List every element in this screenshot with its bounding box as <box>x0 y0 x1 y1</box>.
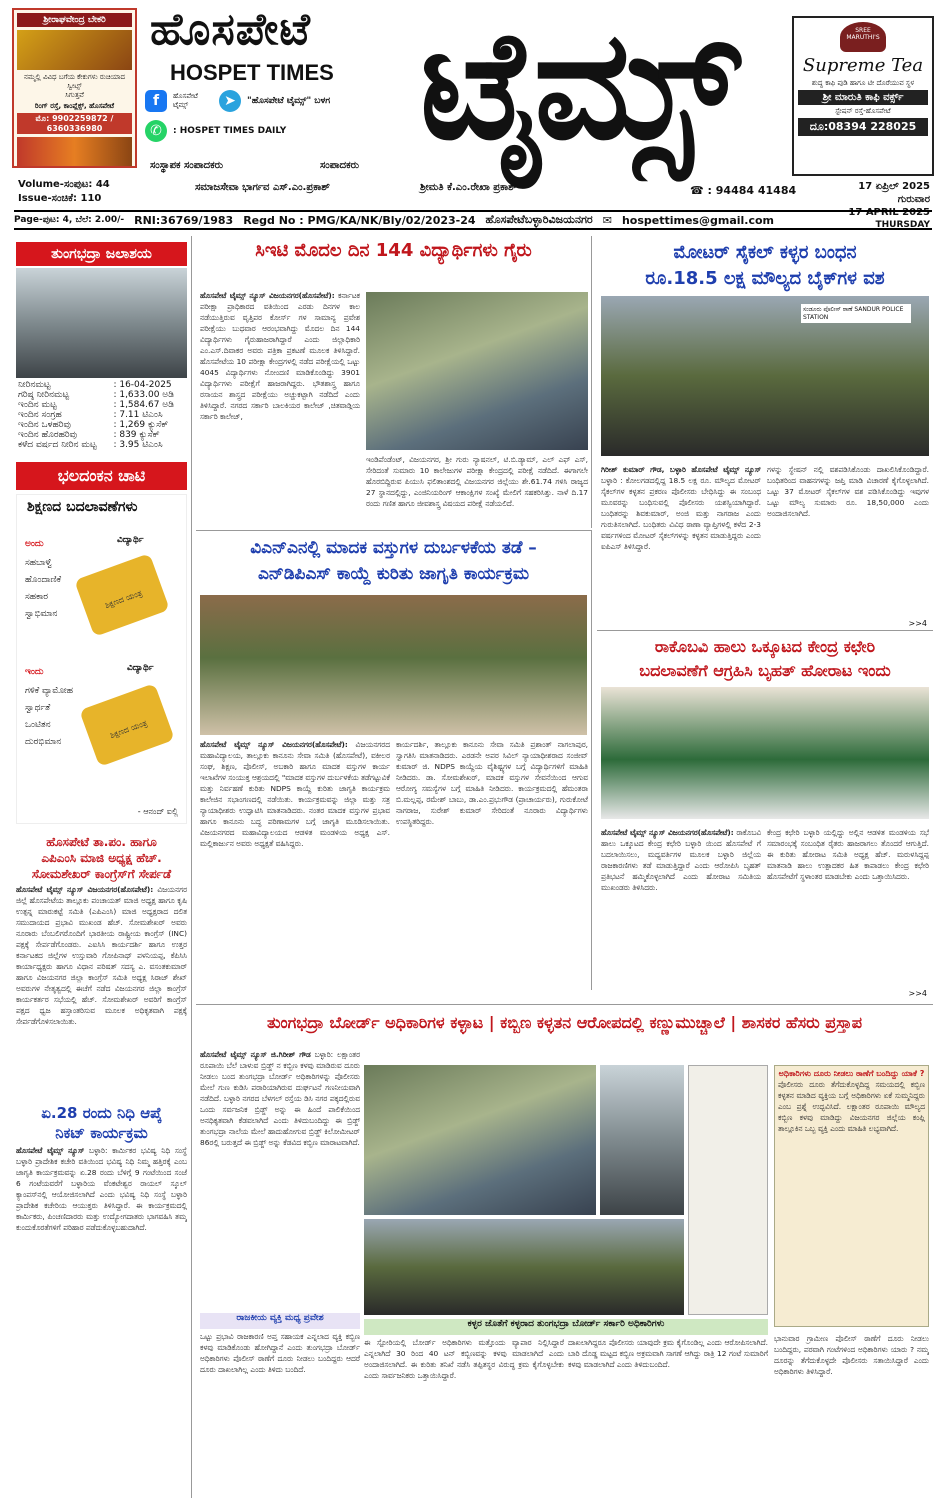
telegram-icon[interactable]: ➤ <box>219 90 241 112</box>
issue-info <box>18 178 110 206</box>
masthead-title-big: ಟೈಮ್ಸ್ <box>420 0 734 173</box>
left-story-headline-2: ಎಪಿಎಂಸಿ ಮಾಜಿ ಅಧ್ಯಕ್ಷ ಹೆಚ್. <box>41 851 162 865</box>
issue: Issue-ಸಂಚಿಕೆ: 110 <box>18 193 102 204</box>
phone-number: ☎ : 94484 41484 <box>690 184 797 197</box>
cartoon-item: ಸ್ವಾರ್ಥತೆ <box>25 703 51 713</box>
tb-body-1b: ಒಟ್ಟು ಪ್ರಭಾವಿ ರಾಜಕಾರಣಿ ಅಪ್ತ ಸಹಾಯಕ ಎನ್ನಲಾದ ವ್ಯಕ್ತಿ ಕಬ್ಬಿಣ ಕಳವು ಮಾಡಿಕೊಂಡು ಹೋಗಿದ್ದಾನೆ ಎಂದು ತುಂಗಭದ್ರಾ ಬೋರ್ಡ್ ಅಧಿಕಾರಿಗಳು ಪೊಲೀಸ್ ಠಾಣೆಗೆ ದೂರು ನೀಡಲು ಬಂದಿದ್ದರು ಆದರೆ ದೂರು ದಾಖಲಾಗಿಲ್ಲ ಎಂದು ತಿಳಿದು ಬಂದಿದೆ. <box>200 1332 360 1374</box>
kmf-headline-1: ರಾಕೊಬವಿ ಹಾಲು ಒಕ್ಕೂಟದ ಕೇಂದ್ರ ಕಛೇರಿ <box>654 637 876 656</box>
kmf-text-1: ರಾಕೊಬವಿ ಹಾಲು ಒಕ್ಕೂಟದ ಕೇಂದ್ರ ಕಛೇರಿ ಬಳ್ಳಾರಿ ಯಿಂದ ಹೊಸಪೇಟೆ ಗೆ ಬದಲಾಯಿಸಲು, ಮಧ್ಯವರ್ತಿಗಳ ಮೂಲಕ ಬಳ್ಳಾರಿ ಜಿಲ್ಲೆಯ ರಾಜಕಾರಣಿಗಳು ತಡೆ ಮಾಡುತ್ತಿದ್ದಾರೆ ಎಂದು ಆರೋಪಿಸಿ ಬೃಹತ್ ಪ್ರತಿಭಟನೆ ಹಮ್ಮಿಕೊಳ್ಳಲಾಗಿದೆ ಎಂದು ಹೋರಾಟ ಸಮಿತಿಯ ಮುಖಂಡರು ತಿಳಿಸಿದರು. <box>601 828 761 892</box>
tea-ad-body: ಶುದ್ಧ ಕಾಫಿ ಪುಡಿ ಹಾಗೂ ಟೀ ದೊರೆಯುವ ಸ್ಥಳ <box>811 79 915 87</box>
cet-body-1 <box>200 290 360 524</box>
left-story2-headline <box>12 1103 191 1143</box>
whatsapp-icon[interactable]: ✆ <box>145 120 167 142</box>
ndps-photo <box>200 595 587 735</box>
tb-side-body-2: ಭಾನುವಾರ ಗ್ರಾಮೀಣ ಪೊಲೀಸ್ ಠಾಣೆಗೆ ದೂರು ನೀಡಲು ಬಂದಿದ್ದರು, ಪರವಾಗಿ ಗಂಟೆಗಳಿಂದ ಅಧಿಕಾರಿಗಳು ಯಾರು ? ನಮ್ಮ ದೂರನ್ನು ತೆಗೆದುಕೊಳ್ಳದೇ ಪೊಲೀಸರು ಸತಾಯಿಸಿದ್ದಾರೆ ಎಂದು ಅಧಿಕಾರಿಗಳು ತಿಳಿಸಿದ್ದಾರೆ. <box>774 1334 929 1376</box>
bike-headline <box>597 236 933 292</box>
cartoon-item: ಸಹಬಾಳ್ವೆ <box>25 558 53 568</box>
cet-story <box>196 236 592 528</box>
tea-ad-name: ಶ್ರೀ ಮಾರುತಿ ಕಾಫಿ ವರ್ಕ್ಸ್ <box>798 90 928 105</box>
tb-body-1 <box>200 1049 360 1309</box>
bakery-ad-image2 <box>17 137 132 168</box>
tb-photo-3 <box>364 1219 684 1315</box>
bakery-ad-address: ರಿಂಗ್ ರಸ್ತೆ, ಕಾಂಪ್ಲೆಕ್ಸ್, ಹೊಸಪೇಟೆ <box>34 102 115 110</box>
facebook-label[interactable]: ಹೊಸಪೇಟೆ ಟೈಮ್ಸ್ <box>173 92 198 109</box>
whatsapp-label[interactable]: : HOSPET TIMES DAILY <box>173 126 287 136</box>
left-story2-headline-2: ನಿಕಟ್ ಕಾರ್ಯಕ್ರಮ <box>55 1124 148 1142</box>
bike-continued: >>4 <box>908 619 927 628</box>
ndps-headline-2: ಎನ್‌ಡಿಪಿಎಸ್ ಕಾಯ್ದೆ ಕುರಿತು ಜಾಗೃತಿ ಕಾರ್ಯಕ್ರಮ <box>257 564 530 584</box>
dam-row-value: : 839 ಕ್ಯುಸೆಕ್ <box>113 430 160 440</box>
cet-byline: ಹೊಸಪೇಟೆ ಟೈಮ್ಸ್ ನ್ಯೂಸ್ ವಿಜಯನಗರ(ಹೊಸಪೇಟೆ): <box>200 291 335 300</box>
cartoon-item: ಹೊಂದಾಣಿಕೆ <box>25 575 62 585</box>
dam-row <box>16 430 186 440</box>
telegram-label[interactable]: "ಹೊಸಪೇಟೆ ಟೈಮ್ಸ್" ಬಳಗ <box>247 96 331 106</box>
dam-row-label: ಇಂದಿನ ಹೊರಹರಿವು <box>18 430 77 440</box>
masthead-title-kn: ಹೊಸಪೇಟೆ <box>150 4 311 55</box>
cartoon-artist: - ಆನಂದ್ ಐಲ್ಲಿ <box>137 807 178 816</box>
cartoon-item: ದುರಭಿಮಾನ <box>25 737 62 747</box>
rni: RNI:36769/1983 <box>134 213 234 227</box>
tea-ad <box>792 16 934 176</box>
left-story2-headline-1: ಏ.28 ರಂದು ನಿಧಿ ಆಪ್ಕೆ <box>41 1104 162 1122</box>
bike-headline-2: ರೂ.18.5 ಲಕ್ಷ ಮೌಲ್ಯದ ಬೈಕ್‌ಗಳ ವಶ <box>645 268 885 289</box>
dam-row <box>16 380 186 390</box>
bakery-ad-image <box>17 30 132 70</box>
tb-body-4: ದಾಖಲಾಗಿದ್ದರೂ ಪೊಲೀಸರು ಯಾವುದೇ ಕ್ರಮ ಕೈಗೊಂಡಿಲ್ಲ ಎಂದು ಆರೋಪಿಸಲಾಗಿದೆ. ಬಾರಿ ದೊಡ್ಡ ಮಟ್ಟದ ಕಬ್ಬಿಣ ಅಕ್ರಮವಾಗಿ ಸಾಗಣೆ ಆಗಿದ್ದು ರಾತ್ರಿ 12 ಗಂಟೆ ಸುಮಾರಿಗೆ ಕಳವು ಮಾಡಲಾಗಿದೆ ಎಂದು ತಿಳಿದುಬಂದಿದೆ. <box>568 1338 768 1369</box>
cartoon-machine1: ಶಿಕ್ಷಣದ ಯಂತ್ರ <box>74 553 170 637</box>
kmf-body-1 <box>601 827 761 997</box>
bakery-ad-line2: ಸಿಗುತ್ತವೆ <box>65 91 84 99</box>
cet-headline: ಸಿಇಟಿ ಮೊದಲ ದಿನ 144 ವಿದ್ಯಾರ್ಥಿಗಳು ಗೈರು <box>255 240 532 261</box>
dam-row-value: : 3.95 ಟಿಎಂಸಿ <box>113 440 163 450</box>
dam-row <box>16 420 186 430</box>
tea-ad-address: ಸ್ಟೇಷನ್ ರಸ್ತೆ-ಹೊಸಪೇಟೆ <box>835 107 891 115</box>
tb-sidebox <box>774 1065 929 1327</box>
cartoon-heading: ಭಲದಂಕನ ಚಾಟಿ <box>16 462 187 490</box>
regd: Regd No : PMG/KA/NK/Bly/02/2023-24 <box>243 213 476 227</box>
dam-heading: ತುಂಗಭದ್ರಾ ಜಲಾಶಯ <box>16 242 187 266</box>
day-kn: ಗುರುವಾರ <box>897 194 930 205</box>
editor-name: ಶ್ರೀಮತಿ ಕೆ.ಎಂ.ರೇಖಾ ಪ್ರಕಾಶ್ <box>420 182 517 193</box>
ndps-body-1 <box>200 739 390 989</box>
left-story2-byline: ಹೊಸಪೇಟೆ ಟೈಮ್ಸ್ ನ್ಯೂಸ್ <box>16 1146 85 1155</box>
cartoon-item: ಒಂಟಿತನ <box>25 720 51 730</box>
bike-body-1 <box>601 464 761 628</box>
bike-text-1: ಬಳ್ಳಾರಿ : ಕೋಲಗಡದಲ್ಲಿದ್ದ 18.5 ಲಕ್ಷ ರೂ. ಮೌಲ್ಯದ ಮೋಟರ್ ಸೈಕಲ್‌ಗಳ ಕಳ್ಳತನ ಪ್ರಕರಣ ಪೊಲೀಸರು ಬೇಧಿಸಿದ್ದು ಈ ಸಂಬಂಧ ಮೂವರನ್ನು ಬಂಧಿಸುವಲ್ಲಿ ಪೊಲೀಸರು ಯಶಸ್ವಿಯಾಗಿದ್ದಾರೆ. ಬಂಧಿತರನ್ನು ಶಿವಕುಮಾರ್, ಅಂಜಿ ಮತ್ತು ನಾಗರಾಜ ಎಂದು ಗುರುತಿಸಲಾಗಿದೆ. ಬಂಧಿತರು ವಿವಿಧ ಠಾಣಾ ವ್ಯಾಪ್ತಿಗಳಲ್ಲಿ ಕಳೆದ 2-3 ವರ್ಷಗಳಿಂದ ಮೋಟರ್ ಸೈಕಲ್‌ಗಳನ್ನು ಕಳ್ಳತನ ಮಾಡುತ್ತಿದ್ದರು ಎಂದು ಐಪಿಎಸ್ ತಿಳಿಸಿದ್ದಾರೆ. <box>601 476 761 551</box>
dam-row-label: ಕಳೆದ ವರ್ಷದ ನೀರಿನ ಮಟ್ಟ <box>18 440 97 450</box>
ndps-headline-1: ವಿಎನ್ಎನಲ್ಲಿ ಮಾದಕ ವಸ್ತುಗಳ ದುರ್ಬಳಕೆಯ ತಡೆ – <box>250 538 537 558</box>
dam-row-value: : 7.11 ಟಿಎಂಸಿ <box>113 410 163 420</box>
dam-row <box>16 400 186 410</box>
tb-headline: ತುಂಗಭದ್ರಾ ಬೋರ್ಡ್ ಅಧಿಕಾರಿಗಳ ಕಳ್ಳಾಟ | ಕಬ್ಬಿಣ ಕಳ್ಳತನ ಆರೋಪದಲ್ಲಿ ಕಣ್ಣುಮುಚ್ಚಾಲೆ | ಶಾಸಕರ ಹೆಸರು ಪ್ರಸ್ತಾಪ <box>266 1013 862 1032</box>
tb-strip-caption: ಕಳ್ಳರ ಜೊತೆಗೆ ಕಳ್ಳರಾದ ತುಂಗಭದ್ರಾ ಬೋರ್ಡ್ ಸರ್ಕಾರಿ ಅಧಿಕಾರಿಗಳು <box>364 1319 768 1335</box>
founder-name: ಸಮಾಜಸೇವಾ ಭಾರ್ಗವ ಎಸ್.ಎಂ.ಪ್ರಕಾಶ್ <box>195 182 330 193</box>
bakery-ad <box>12 8 137 168</box>
tb-text-1: ಬಳ್ಳಾರಿ: ಲಕ್ಷಾಂತರ ರೂಪಾಯಿ ಬೆಲೆ ಬಾಳುವ ಬ್ರಿಡ್ಜ್ ನ ಕಬ್ಬಿಣ ಕಳವು ಮಾಡಿರುವ ದೂರು ನೀಡಲು ಬಂದ ತುಂಗಭದ್ರಾ ಬೋರ್ಡ್ ಅಧಿಕಾರಿಗಳನ್ನು ಪೊಲೀಸರು ಮೇಲೆ ಗುಣ ಕುಡಿಸಿ ಪರಾರಿಯಾಗಿರುವ ದುರ್ಘಟನೆ ಗಣನೀಯವಾಗಿ ನಡೆದಿದೆ. ಬಳ್ಳಾರಿ ನಗರದ ಬೆಳಗಲ್ ರಸ್ತೆಯ ಡಿಸಿ ನಗರ ಪಕ್ಕದಲ್ಲಿರುವ ಒಂದು ಸರ್ವಜನಿಕ ಬ್ರಿಡ್ಜ್ ಅನ್ನು ಈ ಹಿಂದೆ ಪಾಲಿಕೆಯಿಂದ ಅನಧಿಕೃತವಾಗಿ ಕೆಡವಲಾಗಿದೆ ಎಂದು ತಿಳಿದುಬಂದಿದ್ದು ಈ ಬ್ರಿಡ್ಜ್ ತುಂಗಭದ್ರಾ ನಾಲೆಯ ಮೇಲೆ ಹಾದುಹೋಗುವ ಬ್ರಿಡ್ಜ್ ಕಿಲೋಮೀಟರ್ 86ರಲ್ಲಿ ಬರುತ್ತದೆ ಈ ಬ್ರಿಡ್ಜ್ ಅನ್ನು ಕೆಡವಿದ ಕಬ್ಬಿಣ ಮಾರಾಟವಾಗಿದೆ. <box>200 1050 360 1147</box>
left-story-headline <box>12 834 191 882</box>
dam-row <box>16 390 186 400</box>
bike-story <box>597 236 933 628</box>
place: ಹೊಸಪೇಟೆಬಳ್ಳಾರಿವಿಜಯನಗರ <box>485 213 593 226</box>
kmf-headline <box>597 631 933 683</box>
cartoon-student2: ವಿದ್ಯಾರ್ಥಿ <box>127 663 154 673</box>
dam-row-value: : 1,269 ಕ್ಯುಸೆಕ್ <box>113 420 169 430</box>
tb-side-heading: ಅಧಿಕಾರಿಗಳು ದೂರು ನೀಡಲು ಠಾಣೆಗೆ ಬಂದಿದ್ದು ಯಾಕೆ ? <box>778 1069 925 1078</box>
kmf-body-2: ಕೇಂದ್ರ ಕಛೇರಿ ಬಳ್ಳಾರಿ ಯಲ್ಲಿದ್ದು ಅಲ್ಲಿನ ಆಡಳಿತ ಮಂಡಳಿಯ ಸಭೆ ಸಮಾರಂಭಕ್ಕೆ ಸಂಬಂಧಿತ ರೈತರು ಹಾಜರಾಗಲು ತೊಂದರೆ ಆಗುತ್ತಿದೆ. ಈ ಕುರಿತು ಹೋರಾಟ ಸಮಿತಿ ಅಧ್ಯಕ್ಷ ಹೆಚ್. ಮರುಳಸಿದ್ದಪ್ಪ ಮಾತನಾಡಿ ಹಾಲು ಉತ್ಪಾದಕರ ಹಿತ ಕಾಪಾಡಲು ಕೇಂದ್ರ ಕಛೇರಿ ಹೊಸಪೇಟೆಗೆ ಸ್ಥಳಾಂತರ ಮಾಡಬೇಕು ಎಂದು ಒತ್ತಾಯಿಸಿದರು. <box>767 828 929 881</box>
cet-photo <box>366 292 588 450</box>
left-column <box>12 236 192 1498</box>
ndps-text-1: ವಿಜಯನಗರದ ಮಹಾವಿದ್ಯಾಲಯ, ತಾಲ್ಲೂಕು ಕಾನೂನು ಸೇವಾ ಸಮಿತಿ (ಹೊಸಪೇಟೆ), ವಕೀಲರ ಸಂಘ, ಶಿಕ್ಷಣ, ಪೊಲೀಸ್, ಅಬಕಾರಿ ಹಾಗೂ ಮಾದಕ ವಸ್ತುಗಳ ಕಾರ್ಯ ಇಲಾಖೆಗಳ ಸಂಯುಕ್ತ ಆಶ್ರಯದಲ್ಲಿ "ಮಾದಕ ವಸ್ತುಗಳ ದುರ್ಬಳಕೆಯ ತಡೆಗಟ್ಟುವಿಕೆ ಮತ್ತು ನಿರ್ವಹಣೆ ಕುರಿತು NDPS ಕಾಯ್ದೆ ಕುರಿತು ಜಾಗೃತಿ ಕಾರ್ಯಕ್ರಮ ಕಾಲೇಜಿನ ಸಭಾಂಗಣದಲ್ಲಿ ನಡೆಯಿತು. ಕಾರ್ಯಕ್ರಮವನ್ನು ಜಿಲ್ಲಾ ಮತ್ತು ಸತ್ರ ನ್ಯಾಯಾಧೀಶರು ಉದ್ಘಾಟಿಸಿ ಮಾತನಾಡಿದರು. ನಂತರ ಮಾದಕ ವಸ್ತುಗಳ ಪ್ರಭಾವ ಹಾಗೂ ಕಾನೂನು ಬದ್ಧ ಪರಿಣಾಮಗಳ ಬಗ್ಗೆ ಜಾಗೃತಿ ಮೂಡಿಸಲಾಯಿತು. ವಿಜಯನಗರದ ಮಹಾವಿದ್ಯಾಲಯದ ಆಡಳಿತ ಮಂಡಳಿಯ ಅಧ್ಯಕ್ಷ ಎಸ್. ಮಲ್ಲಿಕಾರ್ಜುನ ಅವರು ಅಧ್ಯಕ್ಷತೆ ವಹಿಸಿದ್ದರು. <box>200 740 390 848</box>
day-en: THURSDAY <box>875 220 930 230</box>
left-story2-body <box>16 1145 187 1377</box>
tb-side-body: ಪೊಲೀಸರು ದೂರು ತೆಗೆದುಕೊಳ್ಳದಿದ್ದ ಸಮಯದಲ್ಲಿ ಕಬ್ಬಿಣ ಕಳ್ಳತನ ಮಾಡಿದ ವ್ಯಕ್ತಿಯ ಬಗ್ಗೆ ಅಧಿಕಾರಿಗಳು ಏಕೆ ಸುಮ್ಮನಿದ್ದರು ಎಂಬ ಪ್ರಶ್ನೆ ಉದ್ಭವಿಸಿದೆ. ಲಕ್ಷಾಂತರ ರೂಪಾಯಿ ಮೌಲ್ಯದ ಕಬ್ಬಿಣ ಕಳವು ಮಾಡಿದ್ದು ವಿಜಯನಗರ ಜಿಲ್ಲೆಯ ಕಂಪ್ಲಿ ತಾಲ್ಲೂಕಿನ ಒಬ್ಬ ವ್ಯಕ್ತಿ ಎಂದು ಮಾಹಿತಿ ಲಭ್ಯವಾಗಿದೆ. <box>778 1080 925 1133</box>
dam-row-value: : 1,584.67 ಅಡಿ <box>113 400 174 410</box>
bike-headline-1: ಮೋಟರ್ ಸೈಕಲ್ ಕಳ್ಳರ ಬಂಧನ <box>673 242 857 263</box>
kmf-photo <box>601 687 929 819</box>
cartoon-now-items <box>25 683 73 751</box>
ndps-body-2: ಕಾರ್ಯದರ್ಶಿ, ತಾಲ್ಲೂಕು ಕಾನೂನು ಸೇವಾ ಸಮಿತಿ ಪ್ರಶಾಂತ್ ನಾಗಲಾಪುರ, ಸ್ವಾಗತಿಸಿ ಮಾತನಾಡಿದರು. ಎರಡನೇ ಅಪರ ಸಿವಿಲ್ ನ್ಯಾಯಾಧೀಶರಾದ ಸಂಜೀವ್ ಕುಮಾರ್ ಜಿ. NDPS ಕಾಯ್ದೆಯ ವೈಶಿಷ್ಟ್ಯಗಳ ಬಗ್ಗೆ ವಿದ್ಯಾರ್ಥಿಗಳಿಗೆ ಮಾಹಿತಿ ನೀಡಿದರು. ಡಾ. ಸೋಮಶೇಖರ್, ಮಾದಕ ವಸ್ತುಗಳ ಸೇವನೆಯಿಂದ ಆಗುವ ಆರೋಗ್ಯ ಸಮಸ್ಯೆಗಳ ಬಗ್ಗೆ ಮಾಹಿತಿ ನೀಡಿದರು. ಕಾರ್ಯಕ್ರಮದಲ್ಲಿ ಹೆಮಂತರಾ ಬಿ.ಮಲ್ಲಪ್ಪ, ರಮೇಶ್ ಬಾಬು, ಡಾ.ಎಂ.ಪ್ರಭುಗೌಡ (ಪ್ರಾಚಾರ್ಯರು), ಗುರುಕೋಟೆ ನಾಗರಾಜ, ಸುರೇಶ್ ಕುಮಾರ್ ಸೇರಿದಂತೆ ನೂರಾರು ವಿದ್ಯಾರ್ಥಿಗಳು ಉಪಸ್ಥಿತರಿದ್ದರು. <box>396 740 588 826</box>
bakery-ad-line1: ನಮ್ಮಲ್ಲಿ ವಿವಿಧ ಬಗೆಯ ಕೇಕುಗಳು ರುಚಿಯಾದ ಸ್ವೀಟ್ಸ್ <box>23 73 126 90</box>
dam-table <box>16 380 186 450</box>
left-story-byline: ಹೊಸಪೇಟೆ ಟೈಮ್ಸ್ ನ್ಯೂಸ್ ವಿಜಯನಗರ(ಹೊಸಪೇಟೆ): <box>16 885 154 894</box>
dam-row-value: : 1,633.00 ಅಡಿ <box>113 390 174 400</box>
dam-row-label: ಗರಿಷ್ಠ ನೀರಿನಮಟ್ಟ <box>18 390 70 400</box>
cartoon-student1: ವಿದ್ಯಾರ್ಥಿ <box>117 535 144 545</box>
tb-body-3: ಈ ಸ್ಟೋರಿಯಲ್ಲಿ ಬೋರ್ಡ್ ಅಧಿಕಾರಿಗಳು ಮತ್ತೊಂದು ವ್ಯಾಪಾರ ನಿಲ್ಲಿಸಿದ್ದಾರೆ ಎನ್ನಲಾಗಿದೆ 30 ರಿಂದ 40 ಟನ್ ಕಬ್ಬಿಣವನ್ನು ಕಳವು ಮಾಡಲಾಗಿದೆ ಎಂದು ಅಂದಾಜಿಸಲಾಗಿದೆ. ಈ ಕುರಿತು ತನಿಖೆ ನಡೆಸಿ ತಪ್ಪಿತಸ್ಥರ ವಿರುದ್ಧ ಕ್ರಮ ಕೈಗೊಳ್ಳಬೇಕು ಎಂದು ಸಾರ್ವಜನಿಕರು ಒತ್ತಾಯಿಸಿದ್ದಾರೆ. <box>364 1338 564 1380</box>
dam-row-value: : 16-04-2025 <box>113 380 172 390</box>
tb-story <box>196 1004 933 1498</box>
volume: Volume-ಸಂಪುಟ: 44 <box>18 179 110 190</box>
bike-byline: ಗಿರೀಶ್ ಕುಮಾರ್ ಗೌಡ, ಬಳ್ಳಾರಿ ಹೊಸಪೇಟೆ ಟೈಮ್ಸ್ ನ್ಯೂಸ್ <box>601 465 761 474</box>
cartoon-then-items <box>25 555 61 623</box>
left-story-text: ವಿಜಯನಗರ ಜಿಲ್ಲೆ ಹೊಸಪೇಟೆಯ ತಾಲ್ಲೂಕು ಪಂಚಾಯತ್ ಮಾಜಿ ಅಧ್ಯಕ್ಷ ಹಾಗೂ ಕೃಷಿ ಉತ್ಪನ್ನ ಮಾರುಕಟ್ಟೆ ಸಮಿತಿ (ಎಪಿಎಂಸಿ) ಮಾಜಿ ಅಧ್ಯಕ್ಷರಾದ ದಲಿತ ಸಮುದಾಯದ ಪ್ರಭಾವಿ ಮುಖಂಡ ಹೆಚ್. ಸೋಮಶೇಖರ್ ಅವರು ನೂರಾರು ಬೆಂಬಲಿಗರೊಂದಿಗೆ ಭಾರತೀಯ ರಾಷ್ಟ್ರೀಯ ಕಾಂಗ್ರೆಸ್ (INC) ಪಕ್ಷಕ್ಕೆ ಸೇರ್ಪಡೆಗೊಂಡರು. ಎಐಸಿಸಿ ಕಾರ್ಯದರ್ಶಿ ಹಾಗೂ ಉತ್ತರ ಕರ್ನಾಟಕದ ಜಿಲ್ಲೆಗಳ ಉಸ್ತುವಾರಿ ಗೋಪಿನಾಥ್ ಪಳನಿಯಪ್ಪ, ಕೆಪಿಸಿಸಿ ಕಾರ್ಯಾಧ್ಯಕ್ಷರು ಹಾಗೂ ವಿಧಾನ ಪರಿಷತ್ ಸದಸ್ಯ ಎ. ವಸಂತಕುಮಾರ್ ಹಾಗೂ ವಿಜಯನಗರ ಜಿಲ್ಲಾ ಕಾಂಗ್ರೆಸ್ ಸಮಿತಿ ಅಧ್ಯಕ್ಷ ಸಿರಾಜ್ ಶೇಖ್ ಅವರುಗಳ ನೇತೃತ್ವದಲ್ಲಿ ಈಚೆಗೆ ನಡೆದ ವಿಜಯನಗರ ಜಿಲ್ಲಾ ಕಾಂಗ್ರೆಸ್ ಕಾರ್ಯಕರ್ತರ ಸಭೆಯಲ್ಲಿ ಹೆಚ್. ಸೋಮಶೇಖರ್ ಅವರಿಗೆ ಕಾಂಗ್ರೆಸ್ ಪಕ್ಷದ ಧ್ವಜ ಹಸ್ತಾಂತರಿಸುವ ಮೂಲಕ ಅಧಿಕೃತವಾಗಿ ಪಕ್ಷಕ್ಕೆ ಸೇರ್ಪಡೆಗೊಳಿಸಲಾಯಿತು. <box>16 885 187 1026</box>
left-story2-text: ಬಳ್ಳಾರಿ: ಕಾರ್ಮಿಕರ ಭವಿಷ್ಯ ನಿಧಿ ಸಂಸ್ಥೆ ಬಳ್ಳಾರಿ ಪ್ರಾದೇಶಿಕ ಕಚೇರಿ ವತಿಯಿಂದ ಭವಿಷ್ಯ ನಿಧಿ ನಿಮ್ಮ ಹತ್ತಿರಕ್ಕೆ ಎಂಬ ಜಾಗೃತಿ ಕಾರ್ಯಕ್ರಮವನ್ನು ಏ.28 ರಂದು ಬೆಳಿಗ್ಗೆ 9 ಗಂಟೆಯಿಂದ ಸಂಜೆ 6 ಗಂಟೆಯವರೆಗೆ ಬಳ್ಳಾರಿಯ ವೆಂಕಟೇಶ್ವರ ರಾಯಲ್ ಸ್ಕೂಲ್ ಕ್ಯಾಂಪಸ್‌ನಲ್ಲಿ ಆಯೋಜಿಸಲಾಗಿದೆ ಎಂದು ಭವಿಷ್ಯ ನಿಧಿ ಸಂಸ್ಥೆ ಬಳ್ಳಾರಿ ಪ್ರಾದೇಶಿಕ ಕಚೇರಿಯ ಆಯುಕ್ತರು ತಿಳಿಸಿದ್ದಾರೆ. ಈ ಕಾರ್ಯಕ್ರಮದಲ್ಲಿ ಕಾರ್ಮಿಕರು, ಪಿಂಚಣಿದಾರರು ಮತ್ತು ಉದ್ಯೋಗದಾತರು ಭಾಗವಹಿಸಿ ತಮ್ಮ ಕುಂದುಕೊರತೆಗಳಿಗೆ ಪರಿಹಾರ ಪಡೆದುಕೊಳ್ಳಬಹುದಾಗಿದೆ. <box>16 1146 187 1232</box>
ndps-headline <box>196 531 591 587</box>
pages-price: Page-ಪುಟ: 4, ಬೆಲೆ: 2.00/- <box>14 215 125 225</box>
dam-row-label: ನೀರಿನಮಟ್ಟ <box>18 380 51 390</box>
email-icon: ✉ <box>602 213 612 227</box>
left-story-headline-1: ಹೊಸಪೇಟೆ ತಾ.ಪಂ. ಹಾಗೂ <box>46 835 157 849</box>
ndps-story <box>196 530 592 990</box>
bike-body-2: ಗಳನ್ನು ಸ್ಥೇಷನ್ ನಲ್ಲಿ ವಶಪಡಿಸಿಕೊಂಡು ದಾಖಲಿಸಿಕೊಂಡಿದ್ದಾರೆ. ಬಂಧಿತರಿಂದ ವಾಹನಗಳನ್ನು ಜಪ್ತಿ ಮಾಡಿ ವಿಚಾರಣೆ ಕೈಗೊಳ್ಳಲಾಗಿದೆ. ಒಟ್ಟು 37 ಮೋಟರ್ ಸೈಕಲ್‌ಗಳ ವಶ ಪಡಿಸಿಕೊಂಡಿದ್ದು ಇವುಗಳ ಒಟ್ಟು ಮೌಲ್ಯ ಸುಮಾರು ರೂ. 18,50,000 ಎಂದು ಅಂದಾಜಿಸಲಾಗಿದೆ. <box>767 465 929 518</box>
dam-row <box>16 440 186 450</box>
cartoon-panel <box>16 494 187 824</box>
cet-body-2: ಇಂಡಿಪೆಂಡೆಂಟ್, ವಿಜಯನಗರ, ಶ್ರೀ ಗುರು ನ್ಯಾಷನಲ್, ಟಿ.ಬಿ.ಡ್ಯಾಮ್, ಎಲ್ ಎಫ್ ಎಸ್, ಸೇರಿದಂತೆ ಸುಮಾರು 10 ಕಾಲೇಜುಗಳ ಪರೀಕ್ಷಾ ಕೇಂದ್ರದಲ್ಲಿ ಪರೀಕ್ಷೆ ನಡೆದಿದೆ. ಈಗಾಗಲೇ ಹೊರಬಿದ್ದಿರುವ ಪಿಯುಸಿ ಫಲಿತಾಂಶದಲ್ಲಿ ವಿಜಯನಗರ ಜಿಲ್ಲೆಯು ಶೇ.61.74 ಗಳಿಸಿ ರಾಜ್ಯದ 27 ಸ್ಥಾನದಲ್ಲಿದ್ದು, ಎಂಜಿನಿಯರಿಂಗ್ ಆಕಾಂಕ್ಷಿಗಳ ಸಂಖ್ಯೆ ಮೇಲಿಗೆ ಸಹಕರಿಸಿತ್ತು. ನಾಳೆ ದಿ.17 ರಂದು ಗಣಿತ ಹಾಗೂ ಜೀವಶಾಸ್ತ್ರ ವಿಷಯದ ಪರೀಕ್ಷೆ ನಡೆಯಲಿದೆ. <box>366 455 588 508</box>
tea-ad-brand: Supreme Tea <box>802 55 924 76</box>
social-links <box>145 90 330 150</box>
tea-ad-top: SREE MARUTHI'S <box>840 22 886 52</box>
cartoon-title: ಶಿಕ್ಷಣದ ಬದಲಾವಣೆಗಳು <box>27 499 138 515</box>
date-kn: 17 ಏಪ್ರಿಲ್ 2025 <box>858 181 930 192</box>
masthead-title-en: HOSPET TIMES <box>170 60 334 85</box>
bakery-ad-heading: ಶ್ರೀರಾಘವೇಂದ್ರ ಬೇಕರಿ <box>17 13 132 27</box>
left-story-body <box>16 884 187 1099</box>
tb-byline: ಹೊಸಪೇಟೆ ಟೈಮ್ಸ್ ನ್ಯೂಸ್ ಜಿ.ಗಿರೀಶ್ ಗೌಡ <box>200 1050 311 1059</box>
tb-subhead: ರಾಜಕೀಯ ವ್ಯಕ್ತಿ ಮಧ್ಯ ಪ್ರವೇಶ <box>200 1313 360 1329</box>
bakery-ad-phone: ಮೊ: 9902259872 / 6360336980 <box>17 113 132 134</box>
kmf-continued: >>4 <box>908 989 927 998</box>
dam-photo <box>16 268 187 378</box>
editor-label: ಸಂಪಾದಕರು <box>320 160 360 171</box>
dam-row-label: ಇಂದಿನ ಮಟ್ಟ <box>18 400 57 410</box>
kmf-headline-2: ಬದಲಾವಣೆಗೆ ಆಗ್ರಹಿಸಿ ಬೃಹತ್ ಹೋರಾಟ ಇಂದು <box>639 661 891 680</box>
facebook-icon[interactable]: f <box>145 90 167 112</box>
cartoon-now-label: ಇಂದು <box>25 667 44 677</box>
cartoon-machine2: ಶಿಕ್ಷಣದ ಯಂತ್ರ <box>79 683 175 767</box>
email[interactable]: hospettimes@gmail.com <box>621 213 774 227</box>
registration-bar <box>14 210 932 230</box>
dam-row <box>16 410 186 420</box>
left-story-headline-3: ಸೋಮಶೇಖರ್ ಕಾಂಗ್ರೆಸ್‌ಗೆ ಸೇರ್ಪಡೆ <box>31 867 172 881</box>
bike-photo <box>601 296 929 456</box>
tb-document-image <box>688 1065 768 1315</box>
founder-label: ಸಂಸ್ಥಾಪಕ ಸಂಪಾದಕರು <box>150 160 224 171</box>
kmf-story <box>597 630 933 1002</box>
kmf-byline: ಹೊಸಪೇಟೆ ಟೈಮ್ಸ್ ನ್ಯೂಸ್ ವಿಜಯನಗರ(ಹೊಸಪೇಟೆ): <box>601 828 734 837</box>
date-en: 17 APRIL 2025 <box>848 207 930 218</box>
tb-photo-2 <box>600 1065 684 1215</box>
cet-text-1: ಕರ್ನಾಟಕ ಪರೀಕ್ಷಾ ಪ್ರಾಧಿಕಾರದ ವತಿಯಿಂದ ಎರಡು ದಿನಗಳ ಕಾಲ ನಡೆಯುತ್ತಿರುವ ವೃತ್ತಿಪರ ಕೋರ್ಸ್ ಗಳ ಸಾಮಾನ್ಯ ಪ್ರವೇಶ ಪರೀಕ್ಷೆಯು ಬುಧವಾರ ಆರಂಭವಾಗಿದ್ದು ಮೊದಲ ದಿನ 144 ವಿದ್ಯಾರ್ಥಿಗಳು ಗೈರುಹಾಜರಾಗಿದ್ದಾರೆ ಎಂದು ಜಿಲ್ಲಾಧಿಕಾರಿ ಎಂ.ಎಸ್.ದಿವಾಕರ ಅವರು ಪತ್ರಿಕಾ ಪ್ರಕಟಣೆ ಮೂಲಕ ತಿಳಿಸಿದ್ದಾರೆ. ಹೊಸಪೇಟೆಯ 10 ಪರೀಕ್ಷಾ ಕೇಂದ್ರಗಳಲ್ಲಿ ನಡೆದ ಪರೀಕ್ಷೆಯಲ್ಲಿ ಒಟ್ಟು 4045 ವಿದ್ಯಾರ್ಥಿಗಳು ನೋಂದಣಿ ಮಾಡಿಕೊಂಡಿದ್ದು 3901 ವಿದ್ಯಾರ್ಥಿಗಳು ಪರೀಕ್ಷೆಗೆ ಹಾಜರಾಗಿದ್ದರು. ಭೌತಶಾಸ್ತ್ರ ಹಾಗೂ ರಸಾಯನ ಶಾಸ್ತ್ರದ ಪರೀಕ್ಷೆಯು ಅಚ್ಚುಕಟ್ಟಾಗಿ ನಡೆದಿದೆ ಎಂದು ತಿಳಿಸಿದ್ದಾರೆ. ನಗರದ ಸರ್ಕಾರಿ ಬಾಲಕಿಯರ ಕಾಲೇಜ್ ,ಚಿತವಾಡ್ಗಿಯ ಸರ್ಕಾರಿ ಕಾಲೇಜ್, <box>200 291 360 421</box>
cartoon-item: ಗಳಿಕೆ ವ್ಯಾಮೋಹ <box>25 686 73 696</box>
cartoon-then-label: ಅಂದು <box>25 539 44 549</box>
police-station-sign: ಸಂಡೂರು ಪೊಲೀಸ್ ಠಾಣೆ SANDUR POLICE STATION <box>801 304 911 323</box>
ndps-byline: ಹೊಸಪೇಟೆ ಟೈಮ್ಸ್ ನ್ಯೂಸ್ ವಿಜಯನಗರ(ಹೊಸಪೇಟೆ): <box>200 740 348 749</box>
dam-row-label: ಇಂದಿನ ಸಂಗ್ರಹ <box>18 410 62 420</box>
dam-row-label: ಇಂದಿನ ಒಳಹರಿವು <box>18 420 71 430</box>
cartoon-item: ಸಹಕಾರ <box>25 592 49 602</box>
tb-photo-1 <box>364 1065 596 1215</box>
tea-ad-phone: ದೂ:08394 228025 <box>798 118 928 136</box>
cartoon-item: ಸ್ವಾಭಿಮಾನ <box>25 609 58 619</box>
